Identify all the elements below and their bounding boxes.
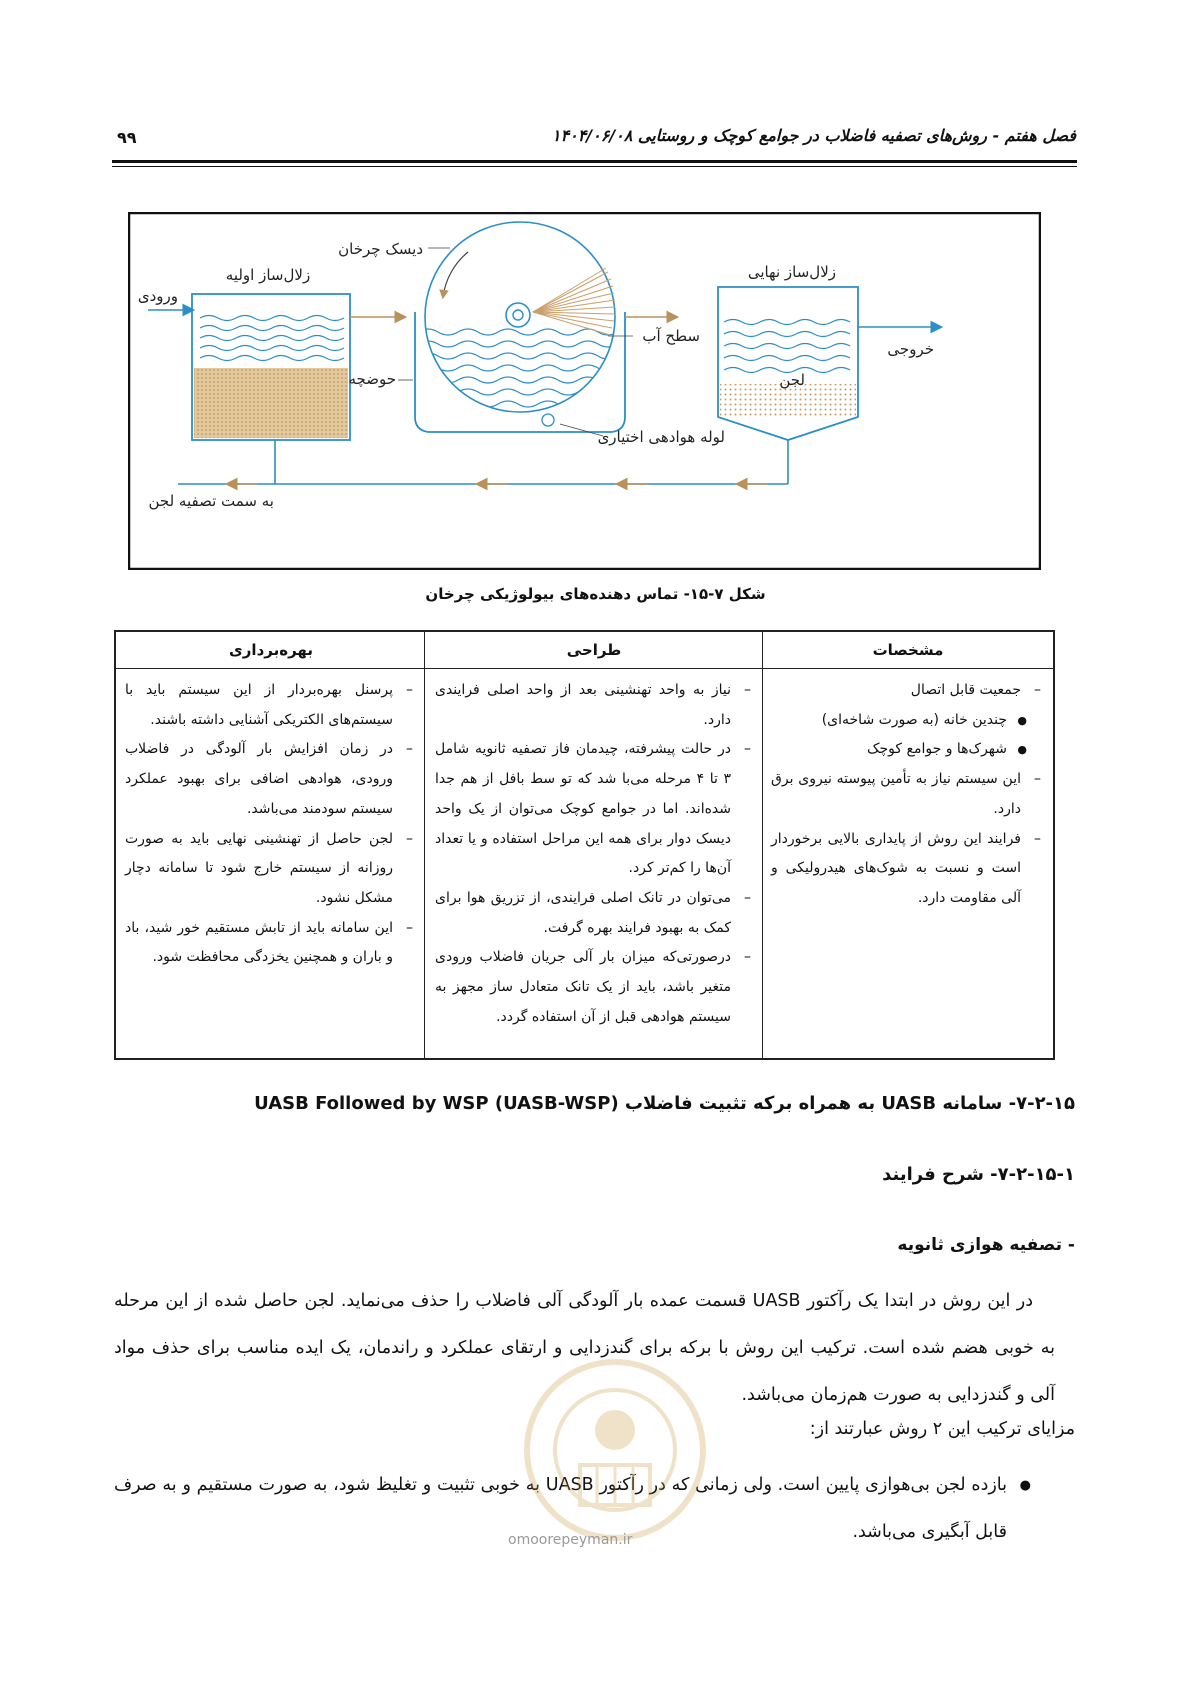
list-item: – نیاز به واحد تهنشینی بعد از واحد اصلی فرایندی دارد. xyxy=(435,676,753,735)
label-sludge: لجن xyxy=(779,371,805,389)
label-aeration-pipe: لوله هوادهی اختیاری xyxy=(597,428,725,446)
table-column-specs xyxy=(771,676,1043,914)
list-item: – این سیستم نیاز به تأمین پیوسته نیروی برق دارد. xyxy=(771,765,1043,824)
table-header-specs: مشخصات xyxy=(872,641,944,659)
label-rotating-disk: دیسک چرخان xyxy=(338,240,423,258)
label-primary-clarifier: زلال‌ساز اولیه xyxy=(225,266,311,284)
topic-heading: - تصفیه هوازی ثانویه xyxy=(897,1235,1075,1255)
list-item: ● بازده لجن بی‌هوازی پایین است. ولی زمانی که در رآکتور UASB به خوبی تثبیت و تغلیظ شود، به صورت مستقیم و به صرف قابل آبگیری می‌باشد. xyxy=(114,1462,1055,1556)
list-item: – فرایند این روش از پایداری بالایی برخوردار است و نسبت به شوک‌های هیدرولیکی و آلی مقاومت دارد. xyxy=(771,825,1043,914)
page-number: ۹۹ xyxy=(117,128,137,147)
table-column-operation xyxy=(125,676,415,973)
rbc-diagram-svg xyxy=(128,212,1041,570)
header-rule-thin xyxy=(112,166,1077,167)
list-subitem: ● شهرک‌ها و جوامع کوچک xyxy=(771,735,1043,765)
label-water-level: سطح آب xyxy=(642,327,700,345)
watermark-logo xyxy=(500,1350,730,1550)
table-divider xyxy=(424,632,425,1058)
list-item: – جمعیت قابل اتصال xyxy=(771,676,1043,706)
watermark-seal-icon xyxy=(500,1350,730,1550)
list-item: – در حالت پیشرفته، چیدمان فاز تصفیه ثانویه شامل ۳ تا ۴ مرحله می‌با شد که تو سط بافل از هم جدا شده‌اند. اما در جوامع کوچک می‌توان از یک واحد دیسک دوار برای همه این مراحل استفاده و یا تعداد آن‌ها را کم‌تر کرد. xyxy=(435,735,753,884)
list-item: – در زمان افزایش بار آلودگی در فاضلاب ورودی، هوادهی اضافی برای بهبود عملکرد سیستم سودمند می‌باشد. xyxy=(125,735,415,824)
table-column-design xyxy=(435,676,753,1032)
table-header-row xyxy=(116,632,1053,669)
rbc-diagram xyxy=(128,212,1041,570)
running-header-title: فصل هفتم - روش‌های تصفیه فاضلاب در جوامع کوچک و روستایی ۱۴۰۴/۰۶/۰۸ xyxy=(551,126,1076,145)
list-subitem: ● چندین خانه (به صورت شاخه‌ای) xyxy=(771,706,1043,736)
label-outlet: خروجی xyxy=(887,340,934,358)
subsection-heading: ۷-۲-۱۵-۱- شرح فرایند xyxy=(882,1164,1075,1185)
list-item: – این سامانه باید از تابش مستقیم خور شید، باد و باران و همچنین یخزدگی محافظت شود. xyxy=(125,914,415,973)
list-item: – درصورتی‌که میزان بار آلی جریان فاضلاب ورودی متغیر باشد، باید از یک تانک متعادل ساز مجهز به سیستم هوادهی قبل از آن استفاده گردد. xyxy=(435,943,753,1032)
label-tank: حوضچه xyxy=(348,370,396,388)
list-item: – لجن حاصل از تهنشینی نهایی باید به صورت روزانه از سیستم خارج شود تا سامانه دچار مشکل نشود. xyxy=(125,825,415,914)
watermark-url: omoorepeyman.ir xyxy=(508,1532,633,1548)
label-to-sludge-treatment: به سمت تصفیه لجن xyxy=(148,492,274,510)
advantages-intro: مزایای ترکیب این ۲ روش عبارتند از: xyxy=(809,1419,1075,1439)
final-clarifier xyxy=(718,287,858,440)
table-header-operation: بهره‌برداری xyxy=(229,641,313,659)
primary-clarifier xyxy=(192,294,350,440)
body-paragraph: در این روش در ابتدا یک رآکتور UASB قسمت عمده بار آلودگی آلی فاضلاب را حذف می‌نماید. لجن حاصل شده از این مرحله به خوبی هضم شده است. ترکیب این روش با برکه برای گندزدایی و ارتقای عملکرد و راندمان، یک ایده مناسب برای حذف مواد آلی و گندزدایی به صورت هم‌زمان می‌باشد. xyxy=(114,1291,1055,1405)
label-inlet: ورودی xyxy=(137,287,178,305)
list-item: – می‌توان در تانک اصلی فرایندی، از تزریق هوا برای کمک به بهبود فرایند بهره گرفت. xyxy=(435,884,753,943)
list-item: – پرسنل بهره‌بردار از این سیستم باید با سیستم‌های الکتریکی آشنایی داشته باشند. xyxy=(125,676,415,735)
label-final-clarifier: زلال‌ساز نهایی xyxy=(747,263,836,281)
table-divider xyxy=(762,632,763,1058)
figure-caption: شکل ۷-۱۵- تماس دهنده‌های بیولوژیکی چرخان xyxy=(425,585,766,603)
section-heading: ۷-۲-۱۵- سامانه UASB به همراه برکه تثبیت فاضلاب (UASB Followed by WSP (UASB-WSP xyxy=(254,1093,1075,1114)
table-header-design: طراحی xyxy=(566,641,622,659)
characteristics-table xyxy=(114,630,1055,1060)
header-rule-thick xyxy=(112,160,1077,163)
